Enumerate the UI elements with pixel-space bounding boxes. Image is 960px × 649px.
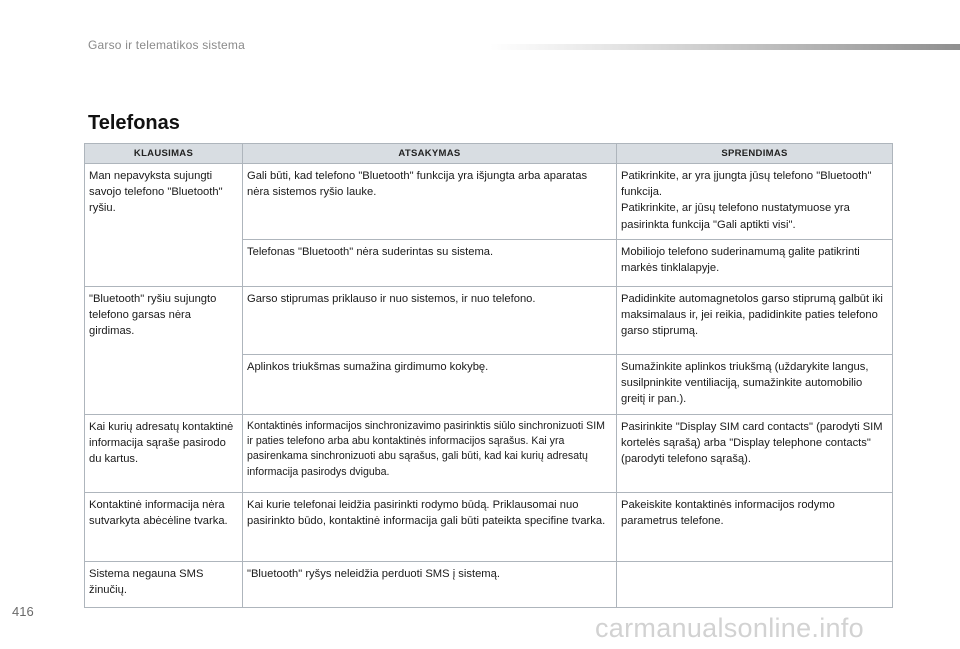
table-header-row [85, 144, 893, 164]
faq-table [84, 143, 893, 608]
question-cell: Kai kurių adresatų kontaktinė informacija sąraše pasirodo du kartus. [85, 414, 243, 492]
watermark: carmanualsonline.info [595, 613, 864, 643]
column-header-question: KLAUSIMAS [85, 144, 243, 164]
answer-cell: Kontaktinės informacijos sinchronizavimo pasirinktis siūlo sinchronizuoti SIM ir paties telefono arba abu kontaktinės informacijos sąrašus. Kai yra pasirenkama sinchronizuoti abu sąrašus, gali būti, kad kai kurių adresatų informacija pasirodys dviguba. [243, 414, 617, 492]
question-cell: "Bluetooth" ryšiu sujungto telefono garsas nėra girdimas. [85, 286, 243, 414]
header-title: Garso ir telematikos sistema [88, 38, 245, 52]
table-row [85, 286, 893, 354]
table-row [85, 164, 893, 240]
solution-cell [617, 561, 893, 607]
section-title: Telefonas [88, 112, 180, 134]
solution-cell: Pasirinkite "Display SIM card contacts" (parodyti SIM kortelės sąrašą) arba "Display telephone contacts" (parodyti telefono sąrašą). [617, 414, 893, 492]
answer-cell: Aplinkos triukšmas sumažina girdimumo kokybę. [243, 354, 617, 414]
answer-cell: Telefonas "Bluetooth" nėra suderintas su sistema. [243, 239, 617, 286]
page-number: 416 [12, 604, 34, 619]
column-header-solution: SPRENDIMAS [617, 144, 893, 164]
solution-cell: Pakeiskite kontaktinės informacijos rodymo parametrus telefone. [617, 492, 893, 561]
solution-cell: Patikrinkite, ar yra įjungta jūsų telefono "Bluetooth" funkcija. Patikrinkite, ar jūsų telefono nustatymuose yra pasirinkta funkcija "Gali aptikti visi". [617, 164, 893, 240]
solution-cell: Padidinkite automagnetolos garso stiprumą galbūt iki maksimalaus ir, jei reikia, padidinkite paties telefono garso stiprumą. [617, 286, 893, 354]
table-row [85, 561, 893, 607]
solution-cell: Mobiliojo telefono suderinamumą galite patikrinti markės tinklalapyje. [617, 239, 893, 286]
answer-cell: Garso stiprumas priklauso ir nuo sistemos, ir nuo telefono. [243, 286, 617, 354]
table-row [85, 414, 893, 492]
header-gradient-bar [490, 44, 960, 50]
answer-cell: Kai kurie telefonai leidžia pasirinkti rodymo būdą. Priklausomai nuo pasirinkto būdo, kontaktinė informacija gali būti pateikta specifine tvarka. [243, 492, 617, 561]
column-header-answer: ATSAKYMAS [243, 144, 617, 164]
question-cell: Man nepavyksta sujungti savojo telefono "Bluetooth" ryšiu. [85, 164, 243, 287]
question-cell: Kontaktinė informacija nėra sutvarkyta abėcėline tvarka. [85, 492, 243, 561]
question-cell: Sistema negauna SMS žinučių. [85, 561, 243, 607]
answer-cell: "Bluetooth" ryšys neleidžia perduoti SMS į sistemą. [243, 561, 617, 607]
table-row [85, 492, 893, 561]
answer-cell: Gali būti, kad telefono "Bluetooth" funkcija yra išjungta arba aparatas nėra sistemos ryšio lauke. [243, 164, 617, 240]
solution-cell: Sumažinkite aplinkos triukšmą (uždarykite langus, susilpninkite ventiliaciją, sumažinkite automobilio greitį ir pan.). [617, 354, 893, 414]
